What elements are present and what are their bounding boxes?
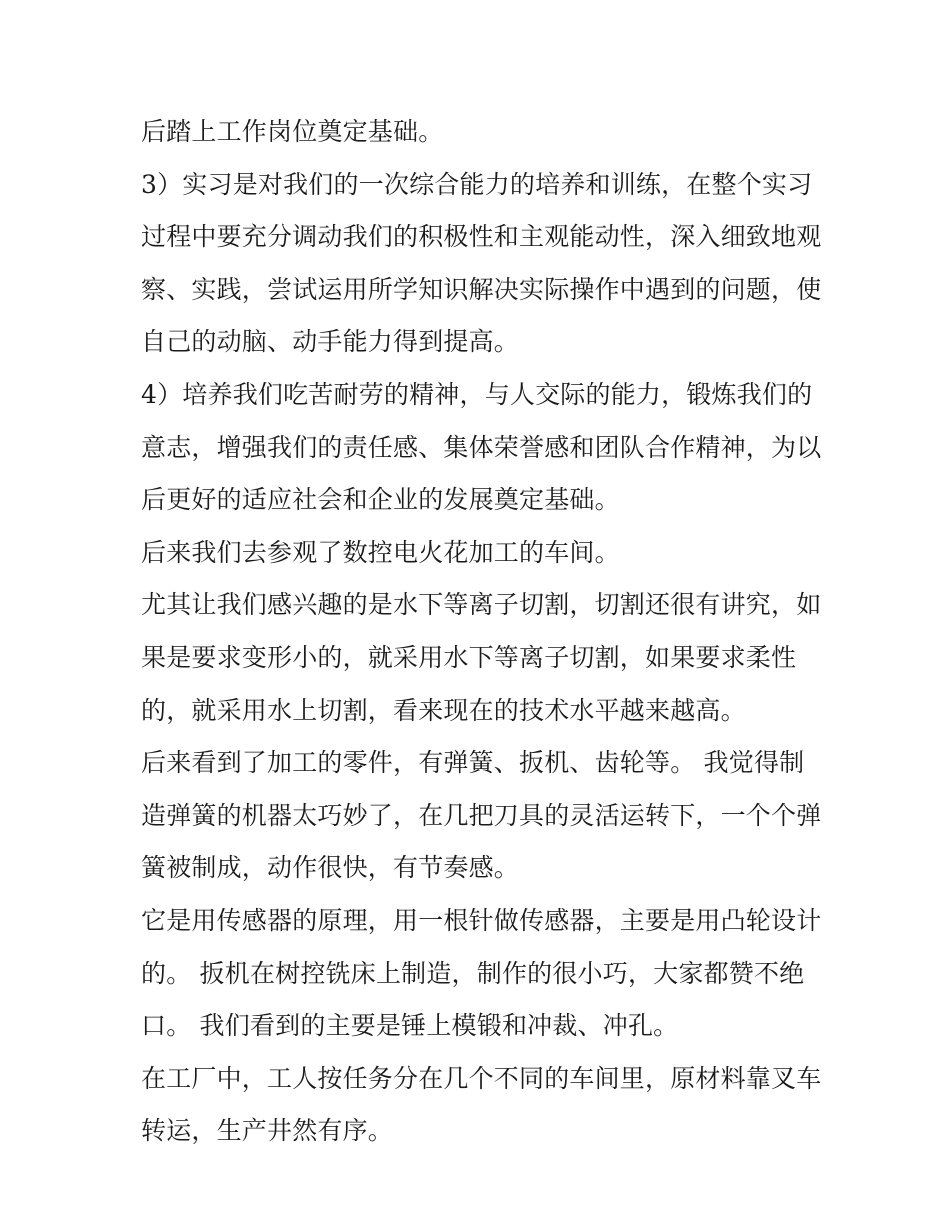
text-line: 簧被制成，动作很快，有节奏感。 <box>141 853 520 883</box>
text-line: 4）培养我们吃苦耐劳的精神，与人交际的能力，锻炼我们的 <box>141 379 813 409</box>
text-line: 后踏上工作岗位奠定基础。 <box>141 117 444 146</box>
text-line: 的，就采用水上切割，看来现在的技术水平越来越高。 <box>141 695 746 725</box>
text-line: 它是用传感器的原理，用一根针做传感器，主要是用凸轮设计 <box>141 905 822 935</box>
text-line: 尤其让我们感兴趣的是水下等离子切割，切割还很有讲究，如 <box>141 590 822 620</box>
text-line: 后更好的适应社会和企业的发展奠定基础。 <box>141 485 620 515</box>
text-line: 过程中要充分调动我们的积极性和主观能动性，深入细致地观 <box>141 222 822 252</box>
text-line: 造弹簧的机器太巧妙了，在几把刀具的灵活运转下，一个个弹 <box>141 800 822 830</box>
text-line: 自己的动脑、动手能力得到提高。 <box>141 327 520 357</box>
text-line: 的。 扳机在树控铣床上制造，制作的很小巧，大家都赞不绝 <box>141 958 805 988</box>
text-line: 后来我们去参观了数控电火花加工的车间。 <box>141 537 620 567</box>
text-line: 3）实习是对我们的一次综合能力的培养和训练，在整个实习 <box>141 169 813 199</box>
body-text <box>141 106 821 1158</box>
text-line: 转运，生产井然有序。 <box>141 1116 394 1146</box>
text-line: 察、实践，尝试运用所学知识解决实际操作中遇到的问题，使 <box>141 274 822 304</box>
text-line: 意志，增强我们的责任感、集体荣誉感和团队合作精神，为以 <box>141 432 822 462</box>
text-line: 在工厂中，工人按任务分在几个不同的车间里，原材料靠叉车 <box>141 1063 822 1093</box>
text-line: 口。 我们看到的主要是锤上模锻和冲裁、冲孔。 <box>141 1011 679 1041</box>
text-line: 果是要求变形小的，就采用水下等离子切割，如果要求柔性 <box>141 642 797 672</box>
text-line: 后来看到了加工的零件，有弹簧、扳机、齿轮等。 我觉得制 <box>141 748 805 778</box>
